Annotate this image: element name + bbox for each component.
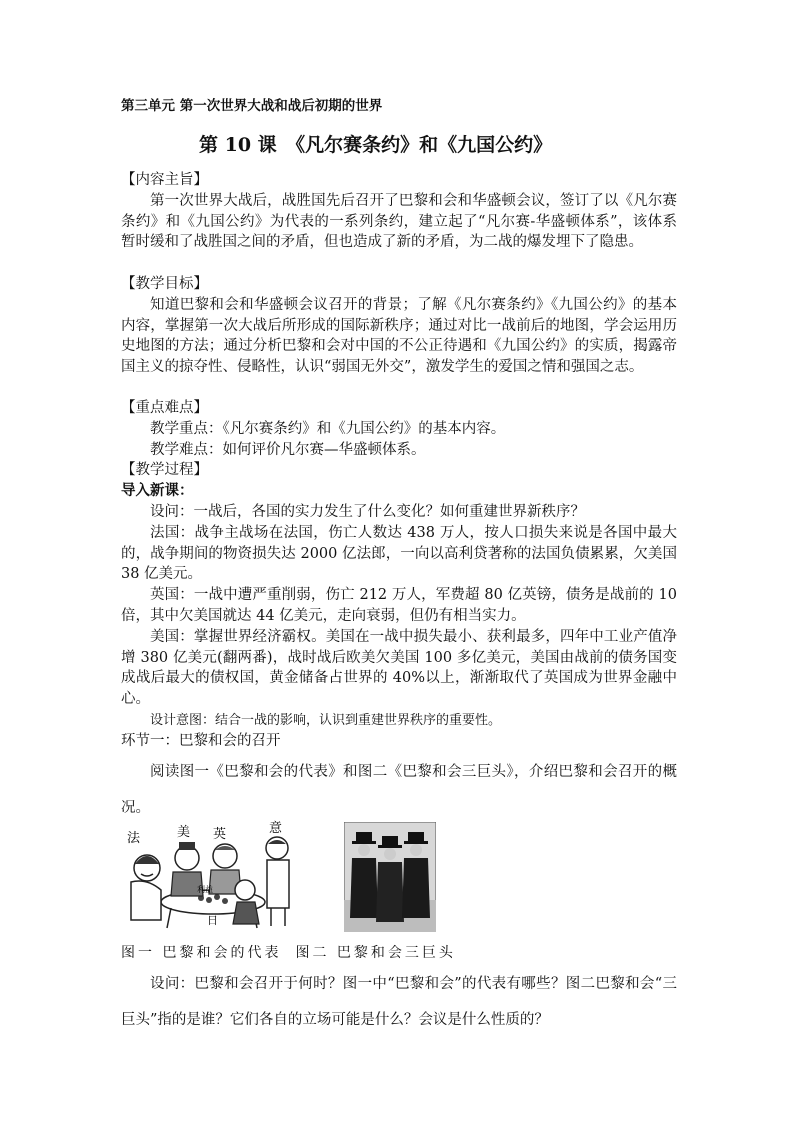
- figure2-caption: 图二 巴黎和会三巨头: [295, 945, 456, 961]
- france-paragraph: 法国：战争主战场在法国，伤亡人数达 438 万人，按人口损失来说是各国中最大的，战争期间的物资损失达 2000 亿法郎，一向以高利贷著称的法国负债累累，欠美国 38 亿美元。: [121, 525, 677, 583]
- figure2-photo: [344, 822, 436, 932]
- figure1-drawing: [121, 820, 299, 932]
- uk-paragraph: 英国：一战中遭严重削弱，伤亡 212 万人，军费超 80 亿英镑，债务是战前的 10 倍，其中欠美国就达 44 亿美元，走向衰弱，但仍有相当实力。: [121, 587, 677, 624]
- us-paragraph: 美国：掌握世界经济霸权。美国在一战中损失最小、获利最多，四年中工业产值净增 380 亿美元(翻两番)，战时战后欧美欠美国 100 多亿美元，美国由战前的债务国变成战后最大的债权国，黄金储备占世界的 40%以上，渐渐取代了英国成为世界金融中心。: [121, 629, 677, 707]
- figure2-drawing: [344, 822, 436, 932]
- label-interest: 利益: [197, 885, 213, 894]
- figure-captions: [121, 942, 470, 962]
- label-uk: 英: [213, 827, 227, 842]
- section-content-theme: 【内容主旨】: [121, 172, 208, 188]
- section-goals: 【教学目标】: [121, 276, 208, 292]
- figure1-cartoon: [121, 820, 299, 932]
- label-us: 美: [177, 825, 191, 840]
- key-point-difficulty: 教学难点：如何评价凡尔赛—华盛顿体系。: [150, 442, 426, 458]
- question-2: 设问：巴黎和会召开于何时？图一中“巴黎和会”的代表有哪些？图二巴黎和会“三巨头”指的是谁？它们各自的立场可能是什么？会议是什么性质的？: [121, 976, 677, 1028]
- goals-paragraph: 知道巴黎和会和华盛顿会议召开的背景；了解《凡尔赛条约》《九国公约》的基本内容，掌握第一次大战后所形成的国际新秩序；通过对比一战前后的地图，学会运用历史地图的方法；通过分析巴黎和会对中国的不公正待遇和《九国公约》的实质，揭露帝国主义的掠夺性、侵略性，认识“弱国无外交”，激发学生的爱国之情和强国之志。: [121, 297, 677, 375]
- section-process: 【教学过程】: [121, 462, 208, 478]
- section-key-points: 【重点难点】: [121, 400, 208, 416]
- question-1: 设问：一战后，各国的实力发生了什么变化？如何重建世界新秩序？: [150, 504, 585, 520]
- section1-title: 环节一：巴黎和会的召开: [121, 733, 281, 749]
- design-intent: 设计意图：结合一战的影响，认识到重建世界秩序的重要性。: [150, 713, 502, 728]
- lesson-title: 第 10 课 《凡尔赛条约》和《九国公约》: [199, 134, 553, 156]
- label-france: 法: [127, 831, 141, 846]
- unit-title: 第三单元 第一次世界大战和战后初期的世界: [121, 98, 383, 114]
- key-point-focus: 教学重点：《凡尔赛条约》和《九国公约》的基本内容。: [150, 421, 506, 437]
- content-theme-paragraph: 第一次世界大战后，战胜国先后召开了巴黎和会和华盛顿会议，签订了以《凡尔赛条约》和《九国公约》为代表的一系列条约，建立起了“凡尔赛-华盛顿体系”，该体系暂时缓和了战胜国之间的矛盾，但也造成了新的矛盾，为二战的爆发埋下了隐患。: [121, 193, 677, 251]
- read-paragraph: 阅读图一《巴黎和会的代表》和图二《巴黎和会三巨头》，介绍巴黎和会召开的概况。: [121, 764, 677, 816]
- figure1-caption: 图一 巴黎和会的代表: [121, 945, 282, 961]
- label-japan: 日: [207, 914, 218, 927]
- intro-label: 导入新课：: [121, 482, 194, 499]
- label-italy: 意: [269, 821, 283, 836]
